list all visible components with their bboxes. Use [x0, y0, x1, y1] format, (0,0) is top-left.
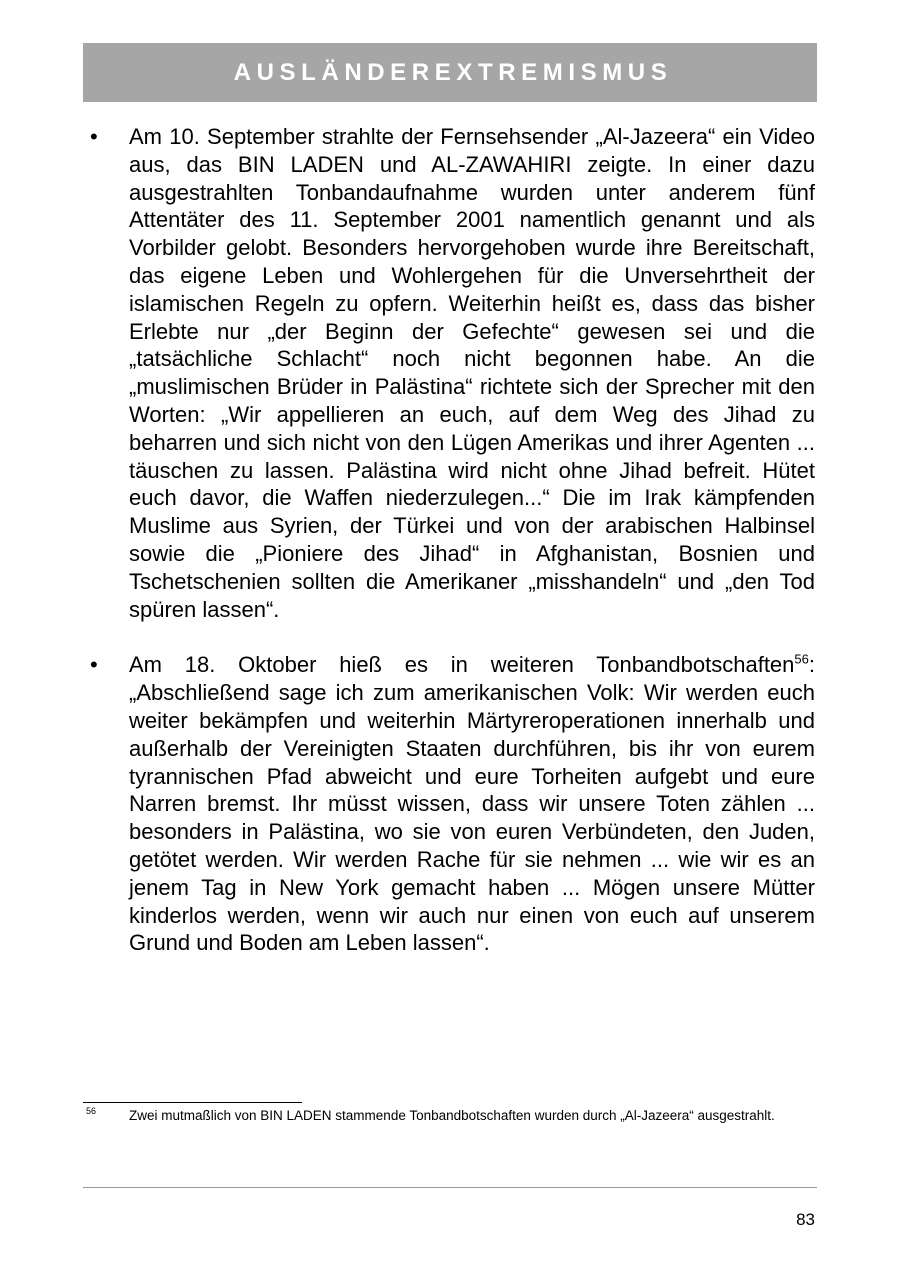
- page-number: 83: [796, 1210, 815, 1229]
- paragraph-text-after: : „Abschließend sage ich zum amerikanischen Volk: Wir werden euch weiter bekämpfen und weiterhin Märtyreroperationen innerhalb und außerhalb der Vereinigten Staaten durchführen, bis ihr von eurem tyrannischen Pfad abweicht und eure Torheiten aufgebt und eure Narren bremst. Ihr müsst wissen, dass wir unsere Toten zählen ... besonders in Palästina, wo sie von euren Verbündeten, den Juden, getötet werden. Wir werden Rache für sie nehmen ... wie wir es an jenem Tag in New York gemacht haben ... Mögen unsere Mütter kinderlos werden, wenn wir auch nur einen von euch auf unserem Grund und Boden am Leben lassen“.: [129, 652, 815, 956]
- footnote-divider: [83, 1102, 302, 1103]
- paragraph: Am 10. September strahlte der Fernsehsender „Al-Jazeera“ ein Video aus, das BIN LADEN und AL-ZAWAHIRI zeigte. In einer dazu ausgestrahlten Tonbandaufnahme wurden unter anderem fünf Attentäter des 11. September 2001 namentlich genannt und als Vorbilder gelobt. Besonders hervorgehoben wurde ihre Bereitschaft, das eigene Leben und Wohlergehen für die Unversehrtheit der islamischen Regeln zu opfern. Weiterhin heißt es, dass das bisher Erlebte nur „der Beginn der Gefechte“ gewesen sei und die „tatsächliche Schlacht“ noch nicht begonnen habe. An die „muslimischen Brüder in Palästina“ richtete sich der Sprecher mit den Worten: „Wir appellieren an euch, auf dem Weg des Jihad zu beharren und sich nicht von den Lügen Amerikas und ihrer Agenten ... täuschen zu lassen. Palästina wird nicht ohne Jihad befreit. Hütet euch davor, die Waffen niederzulegen...“ Die im Irak kämpfenden Muslime aus Syrien, der Türkei und von der arabischen Halbinsel sowie die „Pioniere des Jihad“ in Afghanistan, Bosnien und Tschetschenien sollten die Amerikaner „misshandeln“ und „den Tod spüren lassen“.: [129, 124, 815, 622]
- list-item: [83, 123, 815, 623]
- bullet-list: [83, 123, 815, 985]
- footnote-number: 56: [86, 1106, 97, 1116]
- section-header: [83, 43, 817, 102]
- bullet-icon: •: [90, 652, 98, 678]
- footnote-reference[interactable]: 56: [794, 652, 809, 668]
- section-title: AUSLÄNDEREXTREMISMUS: [233, 58, 673, 86]
- paragraph: [129, 651, 815, 957]
- footnote: [83, 1106, 815, 1125]
- page-footer-divider: [83, 1187, 817, 1188]
- footnote-text: Zwei mutmaßlich von BIN LADEN stammende Tonbandbotschaften wurden durch „Al-Jazeera“ ausgestrahlt.: [129, 1108, 775, 1123]
- list-item: [83, 651, 815, 957]
- paragraph-text-before: Am 18. Oktober hieß es in weiteren Tonbandbotschaften: [129, 652, 795, 678]
- bullet-icon: •: [90, 124, 98, 149]
